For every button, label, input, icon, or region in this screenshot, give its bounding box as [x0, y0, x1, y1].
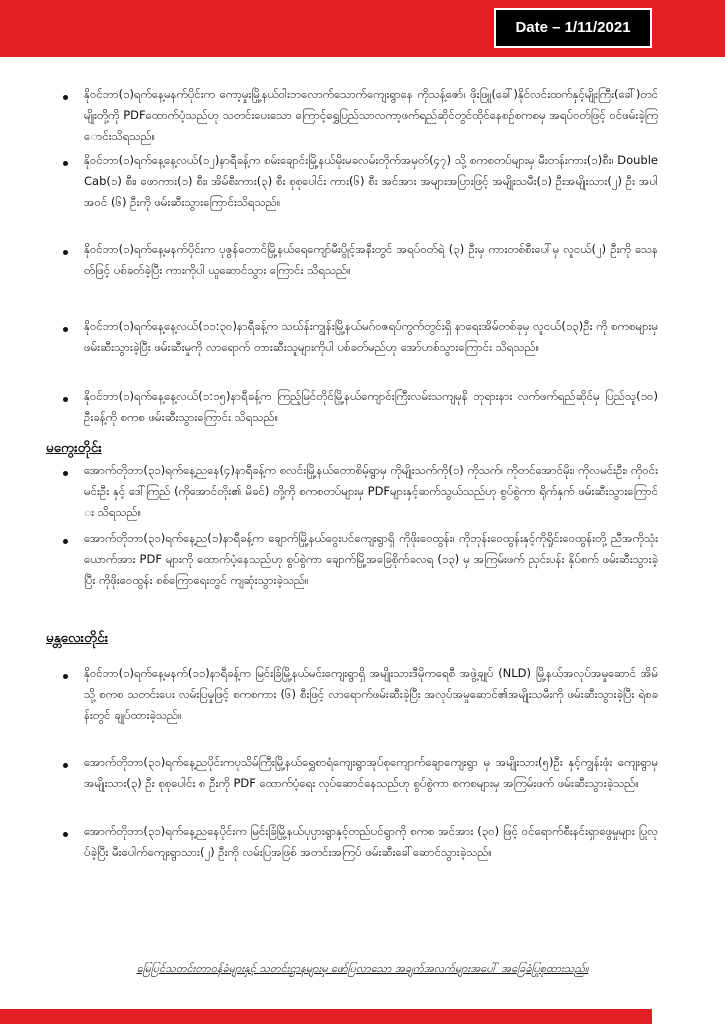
- report-item: နိုဝင်ဘာ(၁)ရက်နေ့မနက်(၁၁)နာရီခန့်က မြင်းခြံမြို့နယ်မင်းကျေးရွာရှိ အမျိုးသားဒီမိုကရေစီ အဖွဲ့ချုပ် (NLD) မြို့နယ်အလုပ်အမှုဆောင် အိမ်သို့ စကစ သတင်းပေး လမ်းပြမှုဖြင့် စကစကား (၆) စီးဖြင့် လာရောက်ဖမ်းဆီးခဲ့ပြီး အလုပ်အမှုဆောင်၏အမျိုးသမီးကို ဖမ်းဆီးသွားခဲ့ပြီး ရဲစခန်းတွင် ချုပ်ထားခဲ့သည်။: [84, 666, 658, 722]
- footer-source-note: မြေပြင်သတင်းတာဝန်ခံများနှင့် သတင်းဌာနများမှ ဖော်ပြလာသော အချက်အလက်များအပေါ် အခြေခံပြုစုထားသည်။: [136, 962, 589, 975]
- bullet-icon: [63, 161, 68, 166]
- report-item: နိုဝင်ဘာ(၁)ရက်နေ့မနက်ပိုင်းက ပုဇွန်တောင်မြို့နယ်ရေကျော်မီးပွိုင့်အနီးတွင် အရပ်ဝတ်ရဲ (၃) ဦးမှ ကားတစ်စီးပေါ်မှ လူငယ်(၂) ဦးကို သေနတ်ဖြင့် ပစ်ခတ်ခဲ့ပြီး ကားကိုပါ ယူဆောင်သွား ကြောင်း သိရသည်။: [84, 242, 658, 277]
- report-item: အောက်တိုဘာ(၃၁)ရက်နေ့ည(၁)နာရီခန့်က ချောက်မြို့နယ်ဝွေးပင်ကျေးရွာရှိ ကိုဖိုးဝေထွန်း၊ ကိုဘုန်းဝေထွန်းနှင့်ကိုရှိုင်းဝေထွန်းတို့ ညီအကိုသုံးယောက်အား PDF များကို ထောက်ပံ့နေသည်ဟု စွပ်စွဲကာ ချောက်မြို့အခြေစိုက်ခလရ (၁၃) မှ အကြမ်းဖက် ညှင်းပန်း နှိပ်စက် ဖမ်းဆီးသွားခဲ့ပြီး ကိုဖိုးဝေထွန်း စစ်ကြောရေးတွင် ကျဆုံးသွားခဲ့သည်။: [84, 531, 658, 587]
- report-item: နိုဝင်ဘာ(၁)ရက်နေ့နေ့လယ်(၁၂)နာရီခန့်က စမ်းချောင်းမြို့နယ်မိုးမခလမ်းတိုက်အမှတ်(၄၇) သို့ စကစတပ်များမှ မီးတန်းကား(၁)စီး၊ Double Cab(၁) စီး၊ ဖောကား(၁) စီး၊ အိမ်စီးကား(၃) စီး စုစုပေါင်း ကား(၆) စီး အင်အား အများအပြားဖြင့် အမျိုးသမီး(၁) ဦးအမျိုးသား(၂) ဦး အပါအဝင် (၆) ဦးကို ဖမ်းဆီးသွားကြောင်းသိရသည်။: [84, 153, 658, 209]
- report-item: နိုဝင်ဘာ(၁)ရက်နေ့မနက်ပိုင်းက ကော့မှုးမြို့နယ်ဝါးဘလောက်သောက်ကျေးရွာနေ ကိုသန့်ဇော်၊ ဖိုးဖြူ(ခေါ်)နိုင်လင်းထက်နှင့်မျိုးကြီး(ခေါ်)တင်မျိုးတို့ကို PDFထောက်ပံ့သည်ဟု သတင်းပေးသော ကြောင့်ရွှေပြည်သာလကာ့ဖက်ရည်ဆိုင်တွင်ထိုင်နေစဉ်စကစမှ အရပ်ဝတ်ဖြင့် ဝင်ဖမ်းခဲ့ကြောင်းသိရသည်။: [84, 87, 658, 143]
- report-item: အောက်တိုဘာ(၃၁)ရက်နေ့ညနေ(၄)နာရီခန့်က စလင်းမြို့နယ်တောစိမ့်ရွာမှ ကိုမျိုးသက်ကို(၁) ကိုသက်၊ ကိုတင်အောင်မိုး၊ ကိုလမင်းဦး၊ ကိုဝင်းမင်းဦး နှင့် ဒေါ်ကြည် (ကိုအောင်တိုး၏ မိခင်) တို့ကို စကစတပ်များမှ PDFများနှင့်ဆက်သွယ်သည်ဟု စွပ်စွဲကာ ရိုက်နှက် ဖမ်းဆီးသွားကြောင်း သိရသည်။: [84, 463, 658, 519]
- bullet-icon: [63, 471, 68, 476]
- bullet-icon: [63, 763, 68, 768]
- date-label: Date – 1/11/2021: [494, 8, 652, 48]
- bullet-icon: [63, 250, 68, 255]
- bullet-icon: [63, 674, 68, 679]
- bullet-icon: [63, 539, 68, 544]
- report-item: အောက်တိုဘာ(၃၁)ရက်နေ့ညနေပိုင်းက မြင်းခြံမြို့နယ်ပုပ္ပားရွာနှင့်တည်ပင်ရွာကို စကစ အင်အား (၃၀) ဖြင့် ဝင်ရောက်စီးနင်းရှာဖွေမှုများ ပြုလုပ်ခဲ့ပြီး မီးပေါက်ကျေးရွာသား(၂) ဦးကို လမ်းပြအဖြစ် အတင်းအကြပ် ဖမ်းဆီးခေါ်ဆောင်သွားခဲ့သည်။: [84, 824, 658, 859]
- bullet-icon: [63, 397, 68, 402]
- report-item: အောက်တိုဘာ(၃၁)ရက်နေ့ညပိုင်းကပုသိမ်ကြီးမြို့နယ်ရွှေစာရံကျေးရွာအုပ်စုကျောက်ချောကျေးရွာ မှ အမျိုးသား(၅)ဦး နှင့်ကျွန်းဖုံး ကျေးရွာမှ အမျိုးသား(၃) ဦး စုစုပေါင်း ၈ ဦးကို PDF ထောက်ပံ့ရေး လုပ်ဆောင်နေသည်ဟု စွပ်စွဲကာ စကစများမှ အကြမ်းဖက် ဖမ်းဆီးသွားခဲ့သည်။: [84, 755, 658, 790]
- bullet-icon: [63, 832, 68, 837]
- section-heading-mandalay: မန္တလေးတိုင်း: [46, 630, 109, 646]
- report-item: နိုဝင်ဘာ(၁)ရက်နေ့နေ့လယ်(၁၁:၃၀)နာရီခန့်က သဃ်န်းကျွန်းမြို့နယ်မဂ်ဝဇရပ်ကွက်တွင်းရှိ နာရေးအိမ်တစ်ခုမှ လူငယ်(၁၃)ဦး ကို စကစများမှ ဖမ်းဆီးသွားခဲ့ပြီး ဖမ်းဆီးမှုကို လာရောက် တားဆီးသူများကိုပါ ပစ်ခတ်မည်ဟု အော်ဟစ်သွားကြောင်း သိရသည်။: [84, 319, 658, 354]
- section-heading-magway: မကွေးတိုင်း: [46, 440, 102, 456]
- bullet-icon: [63, 327, 68, 332]
- report-item: နိုဝင်ဘာ(၁)ရက်နေ့နေ့လယ်(၁:၁၅)နာရီခန့်က ကြည့်မြင်တိုင်မြို့နယ်ကျောင်းကြီးလမ်းသကျမုနိ ဘုရားနား လက်ဖက်ရည်ဆိုင်မှ ပြည်သူ(၁၀) ဦးခန့်ကို စကစ ဖမ်းဆီးသွားကြောင်း သိရသည်။: [84, 389, 658, 424]
- footer-red-bar: [0, 1009, 652, 1024]
- bullet-icon: [63, 95, 68, 100]
